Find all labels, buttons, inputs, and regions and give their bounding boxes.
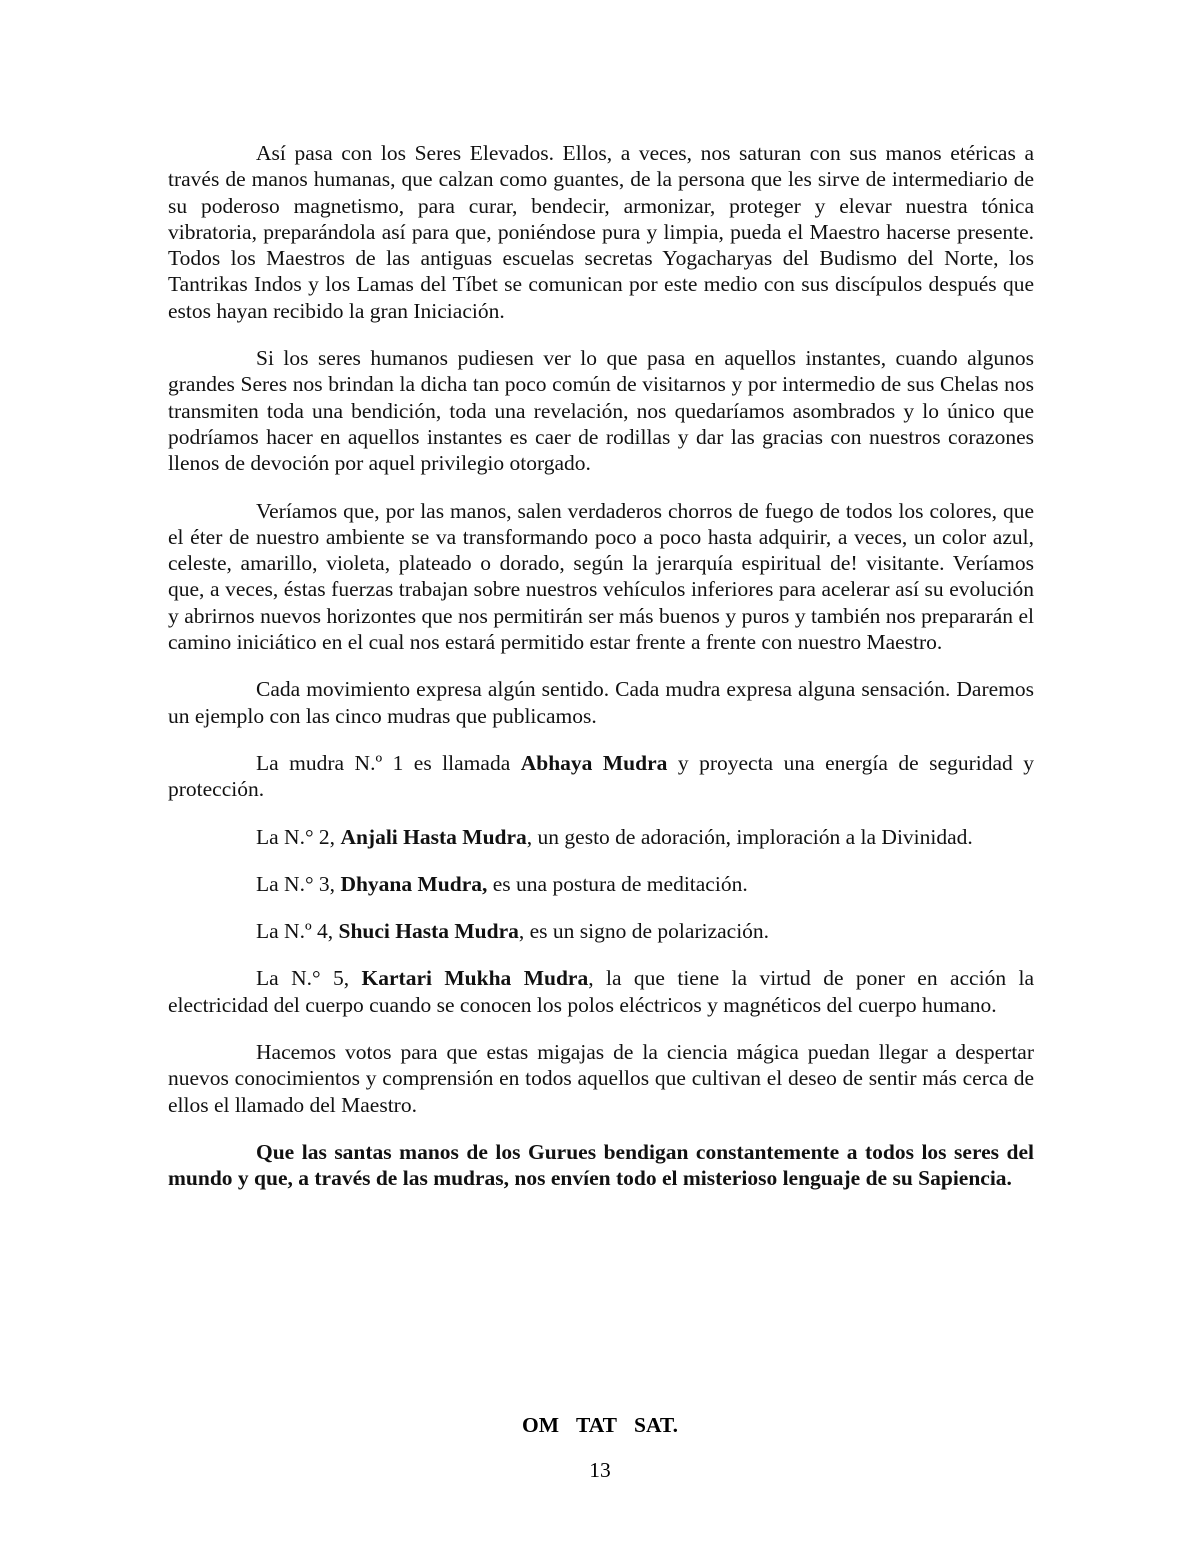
- mudra-item-2: La N.° 2, Anjali Hasta Mudra, un gesto de adoración, imploración a la Divinidad.: [256, 824, 973, 849]
- paragraph-wish: Hacemos votos para que estas migajas de la ciencia mágica puedan llegar a despertar nuevos conocimientos y comprensión en todos aquellos que cultivan el deseo de sentir más cerca de ellos el llamado del Maestro.: [168, 1040, 1034, 1117]
- page-number: 13: [589, 1458, 611, 1482]
- page-body: [168, 140, 1034, 1213]
- mudra-item-1: La mudra N.º 1 es llamada Abhaya Mudra y proyecta una energía de seguridad y protección.: [168, 750, 1034, 802]
- mudra-name: Dhyana Mudra,: [340, 871, 488, 896]
- closing-blessing: Que las santas manos de los Gurues bendigan constantemente a todos los seres del mundo y que, a través de las mudras, nos envíen todo el misterioso lenguaje de su Sapiencia.: [168, 1139, 1034, 1191]
- motto: OM TAT SAT.: [521, 1413, 678, 1437]
- paragraph-elevated-beings: Así pasa con los Seres Elevados. Ellos, a veces, nos saturan con sus manos etéricas a través de manos humanas, que calzan como guantes, de la persona que les sirve de intermediario de su poderoso magnetismo, para curar, bendecir, armonizar, proteger y elevar nuestra tónica vibratoria, preparándola así para que, poniéndose pura y limpia, pueda el Maestro hacerse presente. Todos los Maestros de las antiguas escuelas secretas Yogacharyas del Budismo del Norte, los Tantrikas Indos y los Lamas del Tíbet se comunican por este medio con sus discípulos después que estos hayan recibido la gran Iniciación.: [168, 141, 1034, 323]
- paragraph-movement-meaning: Cada movimiento expresa algún sentido. Cada mudra expresa alguna sensación. Daremos un ejemplo con las cinco mudras que publicamos.: [168, 677, 1034, 728]
- mudra-item-3: La N.° 3, Dhyana Mudra, es una postura de meditación.: [256, 871, 748, 896]
- paragraph-human-vision: Si los seres humanos pudiesen ver lo que pasa en aquellos instantes, cuando algunos grandes Seres nos brindan la dicha tan poco común de visitarnos y por intermedio de sus Chelas nos transmiten toda una bendición, toda una revelación, nos quedaríamos asombrados y lo único que podríamos hacer en aquellos instantes es caer de rodillas y dar las gracias con nuestros corazones llenos de devoción por aquel privilegio otorgado.: [168, 346, 1034, 476]
- mudra-name: Shuci Hasta Mudra: [338, 919, 519, 944]
- paragraph-fire-colors: Veríamos que, por las manos, salen verdaderos chorros de fuego de todos los colores, que el éter de nuestro ambiente se va transformando poco a poco hasta adquirir, a veces, un color azul, celeste, amarillo, violeta, plateado o dorado, según la jerarquía espiritual de! visitante. Veríamos que, a veces, éstas fuerzas trabajan sobre nuestros vehículos inferiores para acelerar así su evolución y abrirnos nuevos horizontes que nos permitirán ser más buenos y puros y también nos prepararán el camino iniciático en el cual nos estará permitido estar frente a frente con nuestro Maestro.: [168, 498, 1034, 655]
- mudra-item-5: La N.° 5, Kartari Mukha Mudra, la que tiene la virtud de poner en acción la electricidad del cuerpo cuando se conocen los polos eléctricos y magnéticos del cuerpo humano.: [168, 966, 1034, 1017]
- mudra-name: Abhaya Mudra: [520, 750, 668, 775]
- mudra-name: Kartari Mukha Mudra: [361, 966, 589, 991]
- mudra-item-4: La N.º 4, Shuci Hasta Mudra, es un signo de polarización.: [256, 919, 770, 944]
- mudra-name: Anjali Hasta Mudra: [340, 824, 527, 849]
